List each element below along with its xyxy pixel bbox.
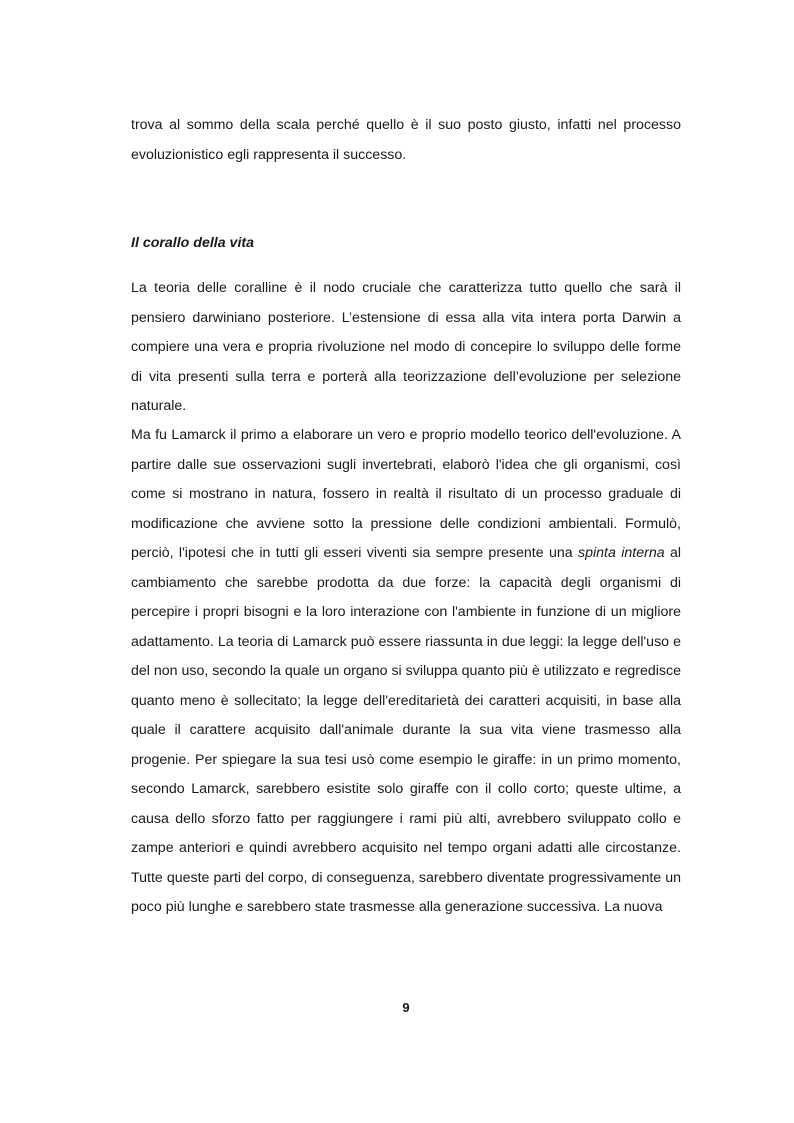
paragraph-lamarck-part-2: al cambiamento che sarebbe prodotta da due forze: la capacità degli organismi di percepire i propri bisogni e la loro interazione con l'ambiente in funzione di un migliore adattamento. La teoria di Lamarck può essere riassunta in due leggi: la legge dell'uso e del non uso, secondo la quale un organo si sviluppa quanto più è utilizzato e regredisce quanto meno è sollecitato; la legge dell'ereditarietà dei caratteri acquisiti, in base alla quale il carattere acquisito dall'animale durante la sua vita viene trasmesso alla progenie. Per spiegare la sua tesi usò come esempio le giraffe: in un primo momento, secondo Lamarck, sarebbero esistite solo giraffe con il collo corto; queste ultime, a causa dello sforzo fatto per raggiungere i rami più alti, avrebbero sviluppato collo e zampe anteriori e quindi avrebbero acquisito nel tempo organi adatti alle circostanze. Tutte queste parti del corpo, di conseguenza, sarebbero diventate progressivamente un poco più lunghe e sarebbero state trasmesse alla generazione successiva. La nuova [131, 545, 682, 915]
paragraph-lamarck [131, 421, 681, 923]
section-heading: Il corallo della vita [131, 235, 255, 251]
paragraph-coralline-theory: La teoria delle coralline è il nodo cruciale che caratterizza tutto quello che sarà il pensiero darwiniano posteriore. L’estensione di essa alla vita intera porta Darwin a compiere una vera e propria rivoluzione nel modo di concepire lo sviluppo delle forme di vita presenti sulla terra e porterà alla teorizzazione dell’evoluzione per selezione naturale. [131, 280, 681, 414]
paragraph-lamarck-part-1: Ma fu Lamarck il primo a elaborare un vero e proprio modello teorico dell'evoluzione. A partire dalle sue osservazioni sugli invertebrati, elaborò l'idea che gli organismi, così come si mostrano in natura, fossero in realtà il risultato di un processo graduale di modificazione che avviene sotto la pressione delle condizioni ambientali. Formulò, perciò, l'ipotesi che in tutti gli esseri viventi sia sempre presente una [131, 427, 681, 561]
intro-paragraph: trova al sommo della scala perché quello è il suo posto giusto, infatti nel processo evoluzionistico egli rappresenta il successo. [131, 117, 681, 163]
emphasis-spinta-interna: spinta interna [578, 545, 665, 561]
page-number: 9 [402, 1000, 410, 1015]
